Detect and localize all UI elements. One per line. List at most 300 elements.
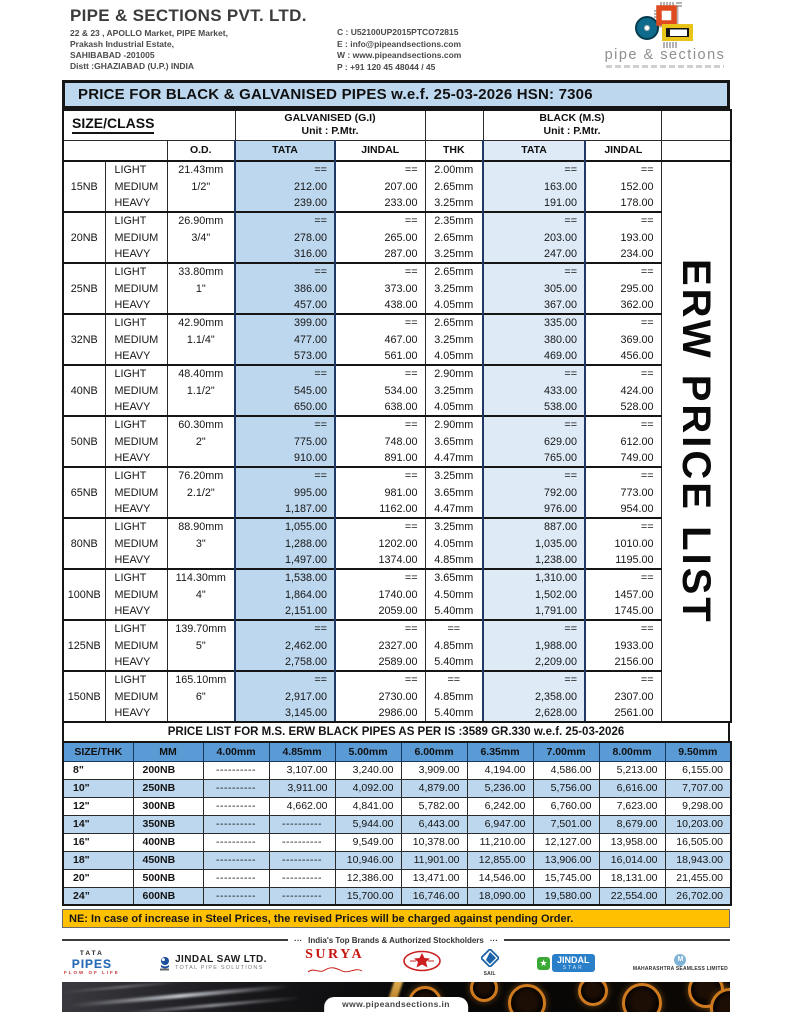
empty-header-cell (63, 140, 167, 161)
gi-tata-price: 910.00 (235, 450, 335, 467)
ms-column-header: 6.00mm (401, 742, 467, 761)
ms-jindal-price: == (585, 620, 661, 637)
ms-price-value: 12,386.00 (335, 869, 401, 887)
ms-tata-price: 367.00 (483, 297, 585, 314)
nb-size-label: 100NB (63, 569, 105, 620)
gi-jindal-price: 2986.00 (335, 705, 425, 722)
ms-jindal-price: 612.00 (585, 433, 661, 450)
thickness-value: 3.25mm (425, 195, 483, 212)
gi-jindal-price: 1740.00 (335, 586, 425, 603)
ms-price-value: 6,155.00 (665, 761, 731, 779)
ms-jindal-price: == (585, 671, 661, 688)
contact-block (337, 27, 461, 73)
ms-tata-price: 1,238.00 (483, 552, 585, 569)
dots: ··· (489, 935, 498, 945)
thk-column-header: THK (425, 140, 483, 161)
ms-price-value: 3,911.00 (269, 779, 335, 797)
pipe-end (508, 984, 546, 1012)
od-value: 26.90mm (167, 212, 235, 229)
class-label: HEAVY (105, 195, 167, 212)
gi-jindal-price: 1202.00 (335, 535, 425, 552)
ms-column-header: 9.50mm (665, 742, 731, 761)
gi-tata-price: 1,538.00 (235, 569, 335, 586)
gi-jindal-price: == (335, 161, 425, 178)
od-value: 76.20mm (167, 467, 235, 484)
od-value: 88.90mm (167, 518, 235, 535)
contact-email: E : info@pipeandsections.com (337, 38, 461, 49)
ms-price-value: 11,210.00 (467, 833, 533, 851)
ms-price-value: 7,623.00 (599, 797, 665, 815)
ms-tata-price: 765.00 (483, 450, 585, 467)
ms-no-price-dash: ---------- (203, 815, 269, 833)
ms-price-value: 18,131.00 (599, 869, 665, 887)
ms-price-value: 4,194.00 (467, 761, 533, 779)
od-value: 139.70mm (167, 620, 235, 637)
class-label: MEDIUM (105, 178, 167, 195)
od-value (167, 297, 235, 314)
thickness-value: 3.25mm (425, 331, 483, 348)
ms-tata-price: == (483, 671, 585, 688)
gi-jindal-price: 265.00 (335, 229, 425, 246)
gi-tata-price: 775.00 (235, 433, 335, 450)
ms-price-value: 14,546.00 (467, 869, 533, 887)
class-label: MEDIUM (105, 586, 167, 603)
ms-erw-price-table (62, 741, 732, 906)
black-section-header (483, 110, 661, 140)
msl-circle-icon: M (674, 954, 686, 966)
ms-tata-price: == (483, 161, 585, 178)
gi-jindal-price: == (335, 518, 425, 535)
od-value (167, 195, 235, 212)
thickness-value: 3.65mm (425, 484, 483, 501)
gi-tata-price: 1,864.00 (235, 586, 335, 603)
class-label: LIGHT (105, 416, 167, 433)
ms-jindal-price: == (585, 365, 661, 382)
gi-jindal-price: == (335, 314, 425, 331)
class-label: MEDIUM (105, 484, 167, 501)
ms-nb-value: 600NB (133, 887, 203, 905)
ms-price-value: 6,443.00 (401, 815, 467, 833)
ms-tata-price: 1,035.00 (483, 535, 585, 552)
thickness-value: 4.85mm (425, 637, 483, 654)
address-line: SAHIBABAD -201005 (70, 50, 155, 60)
gi-tata-price: 2,917.00 (235, 688, 335, 705)
tata-ms-column-header: TATA (483, 140, 585, 161)
size-class-header: SIZE/CLASS (63, 110, 235, 140)
thickness-value: 4.47mm (425, 450, 483, 467)
od-value: 1.1/2" (167, 382, 235, 399)
class-label: HEAVY (105, 348, 167, 365)
gi-jindal-price: == (335, 467, 425, 484)
ms-nb-value: 300NB (133, 797, 203, 815)
od-value: 3" (167, 535, 235, 552)
logo-tagline-smudge (606, 65, 724, 68)
jindal-saw-icon (158, 956, 171, 971)
ms-tata-price: == (483, 212, 585, 229)
ms-tata-price: 1,791.00 (483, 603, 585, 620)
od-value: 1.1/4" (167, 331, 235, 348)
gi-tata-price: == (235, 671, 335, 688)
note-prefix: NE: (69, 912, 88, 925)
ms-jindal-price: 1010.00 (585, 535, 661, 552)
ms-jindal-price: 178.00 (585, 195, 661, 212)
ms-column-header: 7.00mm (533, 742, 599, 761)
gi-jindal-price: 981.00 (335, 484, 425, 501)
gi-tata-price: 316.00 (235, 246, 335, 263)
ms-tata-price: 2,358.00 (483, 688, 585, 705)
ms-tata-price: 2,209.00 (483, 654, 585, 671)
jindal-oval-icon (402, 950, 442, 972)
ms-no-price-dash: ---------- (203, 887, 269, 905)
gi-ms-price-table (62, 109, 732, 723)
logo-wordmark: pipe & sections (604, 47, 726, 63)
class-label: HEAVY (105, 552, 167, 569)
ms-price-value: 16,014.00 (599, 851, 665, 869)
ms-jindal-price: == (585, 212, 661, 229)
ms-jindal-price: 456.00 (585, 348, 661, 365)
ms-price-value: 3,909.00 (401, 761, 467, 779)
gi-jindal-price: 748.00 (335, 433, 425, 450)
ms-jindal-price: 749.00 (585, 450, 661, 467)
gi-jindal-price: == (335, 365, 425, 382)
brands-strip-header (62, 934, 730, 946)
od-value: 6" (167, 688, 235, 705)
ms-tata-price: 629.00 (483, 433, 585, 450)
ms-tata-price: 305.00 (483, 280, 585, 297)
ms-jindal-price: 193.00 (585, 229, 661, 246)
company-address (70, 28, 307, 72)
ms-price-value: 12,855.00 (467, 851, 533, 869)
address-line: 22 & 23 , APOLLO Market, PIPE Market, (70, 28, 228, 38)
thickness-value: == (425, 671, 483, 688)
ms-jindal-price: 2156.00 (585, 654, 661, 671)
od-column-header: O.D. (167, 140, 235, 161)
gi-jindal-price: 891.00 (335, 450, 425, 467)
ms-size-value: 16" (63, 833, 133, 851)
class-label: MEDIUM (105, 535, 167, 552)
thickness-value: 2.90mm (425, 365, 483, 382)
ms-no-price-dash: ---------- (203, 761, 269, 779)
class-label: MEDIUM (105, 637, 167, 654)
ms-price-value: 13,471.00 (401, 869, 467, 887)
class-label: HEAVY (105, 399, 167, 416)
od-value: 3/4" (167, 229, 235, 246)
ms-price-value: 6,760.00 (533, 797, 599, 815)
nb-size-label: 32NB (63, 314, 105, 365)
thickness-value: 2.65mm (425, 178, 483, 195)
od-value: 42.90mm (167, 314, 235, 331)
thickness-value: 2.65mm (425, 229, 483, 246)
ms-price-value: 26,702.00 (665, 887, 731, 905)
ms-tata-price: == (483, 416, 585, 433)
gi-jindal-price: 561.00 (335, 348, 425, 365)
od-value: 2" (167, 433, 235, 450)
thickness-value: == (425, 620, 483, 637)
class-label: MEDIUM (105, 229, 167, 246)
ms-jindal-price: 295.00 (585, 280, 661, 297)
thickness-value: 4.05mm (425, 348, 483, 365)
ms-tata-price: 1,502.00 (483, 586, 585, 603)
gi-jindal-price: 467.00 (335, 331, 425, 348)
thickness-value: 5.40mm (425, 654, 483, 671)
thickness-value: 3.25mm (425, 280, 483, 297)
ms-tata-price: 380.00 (483, 331, 585, 348)
gi-jindal-price: 287.00 (335, 246, 425, 263)
empty-header-cell (661, 140, 731, 161)
ms-tata-price: 976.00 (483, 501, 585, 518)
ms-no-price-dash: ---------- (203, 779, 269, 797)
ms-column-header: 4.85mm (269, 742, 335, 761)
pipe-end (470, 982, 498, 1002)
ms-no-price-dash: ---------- (269, 869, 335, 887)
jindal-ms-column-header: JINDAL (585, 140, 661, 161)
ms-nb-value: 350NB (133, 815, 203, 833)
ms-no-price-dash: ---------- (203, 797, 269, 815)
nb-size-label: 125NB (63, 620, 105, 671)
ms-no-price-dash: ---------- (203, 851, 269, 869)
nb-size-label: 80NB (63, 518, 105, 569)
ms-nb-value: 450NB (133, 851, 203, 869)
gi-tata-price: == (235, 263, 335, 280)
thickness-value: 4.05mm (425, 399, 483, 416)
ms-nb-value: 200NB (133, 761, 203, 779)
od-value (167, 552, 235, 569)
ms-price-value: 18,943.00 (665, 851, 731, 869)
thickness-value: 2.90mm (425, 416, 483, 433)
contact-cin: C : U52100UP2015PTCO72815 (337, 27, 459, 37)
jindal-saw-logo: JINDAL SAW LTD. TOTAL PIPE SOLUTIONS (158, 955, 267, 972)
class-label: MEDIUM (105, 433, 167, 450)
od-value: 33.80mm (167, 263, 235, 280)
gi-jindal-price: == (335, 263, 425, 280)
brands-strip-title: India's Top Brands & Authorized Stockholders (308, 935, 484, 945)
ms-jindal-price: 1933.00 (585, 637, 661, 654)
class-label: MEDIUM (105, 688, 167, 705)
ms-column-header: MM (133, 742, 203, 761)
od-value: 21.43mm (167, 161, 235, 178)
ms-jindal-price: 369.00 (585, 331, 661, 348)
tata-pipes-logo: TATA PIPES FLOW OF LIFE (64, 950, 120, 975)
od-value: 5" (167, 637, 235, 654)
od-value: 60.30mm (167, 416, 235, 433)
gi-jindal-price: 373.00 (335, 280, 425, 297)
ms-price-value: 5,782.00 (401, 797, 467, 815)
gi-tata-price: 278.00 (235, 229, 335, 246)
gi-tata-price: 1,187.00 (235, 501, 335, 518)
gi-jindal-price: 2730.00 (335, 688, 425, 705)
ms-size-value: 10" (63, 779, 133, 797)
ms-nb-value: 250NB (133, 779, 203, 797)
class-label: HEAVY (105, 297, 167, 314)
divider-line (504, 939, 730, 941)
class-label: LIGHT (105, 161, 167, 178)
gi-jindal-price: 207.00 (335, 178, 425, 195)
ms-no-price-dash: ---------- (203, 869, 269, 887)
gi-tata-price: 995.00 (235, 484, 335, 501)
gi-jindal-price: 1374.00 (335, 552, 425, 569)
od-value (167, 450, 235, 467)
ms-price-value: 21,455.00 (665, 869, 731, 887)
ms-tata-price: == (483, 467, 585, 484)
od-value: 1" (167, 280, 235, 297)
gi-tata-price: == (235, 416, 335, 433)
gi-tata-price: == (235, 467, 335, 484)
ms-price-value: 19,580.00 (533, 887, 599, 905)
pipes-photo-banner (62, 982, 730, 1012)
ms-price-value: 16,746.00 (401, 887, 467, 905)
thickness-value: 4.05mm (425, 297, 483, 314)
ms-tata-price: 433.00 (483, 382, 585, 399)
thickness-value: 3.25mm (425, 518, 483, 535)
ms-tata-price: == (483, 263, 585, 280)
ms-column-header: 4.00mm (203, 742, 269, 761)
ms-price-value: 6,947.00 (467, 815, 533, 833)
gi-tata-price: 2,758.00 (235, 654, 335, 671)
unit-label: Unit : P.Mtr. (543, 125, 601, 138)
gi-jindal-price: 534.00 (335, 382, 425, 399)
jindal-gi-column-header: JINDAL (335, 140, 425, 161)
thickness-value: 4.05mm (425, 535, 483, 552)
gi-tata-price: 457.00 (235, 297, 335, 314)
unit-label: Unit : P.Mtr. (301, 125, 359, 138)
gi-jindal-price: == (335, 620, 425, 637)
gi-tata-price: 2,151.00 (235, 603, 335, 620)
od-value: 48.40mm (167, 365, 235, 382)
ms-price-value: 9,549.00 (335, 833, 401, 851)
ms-jindal-price: 2307.00 (585, 688, 661, 705)
class-label: LIGHT (105, 467, 167, 484)
ms-price-value: 12,127.00 (533, 833, 599, 851)
ms-price-value: 11,901.00 (401, 851, 467, 869)
od-value (167, 654, 235, 671)
thickness-value: 3.25mm (425, 467, 483, 484)
ms-size-value: 12" (63, 797, 133, 815)
ms-jindal-price: 424.00 (585, 382, 661, 399)
nb-size-label: 150NB (63, 671, 105, 722)
address-line: Prakash Industrial Estate, (70, 39, 174, 49)
ms-tata-price: 1,310.00 (483, 569, 585, 586)
pipe-sections-logo-icon (634, 2, 696, 48)
ms-price-value: 3,107.00 (269, 761, 335, 779)
od-value (167, 348, 235, 365)
ms-column-header: 8.00mm (599, 742, 665, 761)
surya-script-tagline (306, 967, 364, 974)
ms-no-price-dash: ---------- (269, 851, 335, 869)
class-label: HEAVY (105, 246, 167, 263)
class-label: LIGHT (105, 365, 167, 382)
ms-price-value: 4,586.00 (533, 761, 599, 779)
ms-tata-price: 335.00 (483, 314, 585, 331)
thickness-value: 4.85mm (425, 688, 483, 705)
od-value: 4" (167, 586, 235, 603)
thickness-value: 2.65mm (425, 314, 483, 331)
gi-jindal-price: 2589.00 (335, 654, 425, 671)
ms-size-value: 18" (63, 851, 133, 869)
gi-tata-price: 1,288.00 (235, 535, 335, 552)
class-label: HEAVY (105, 450, 167, 467)
ms-jindal-price: 1457.00 (585, 586, 661, 603)
ms-price-value: 10,378.00 (401, 833, 467, 851)
contact-website: W : www.pipeandsections.com (337, 50, 462, 60)
ms-price-value: 13,958.00 (599, 833, 665, 851)
ms-tata-price: 203.00 (483, 229, 585, 246)
gi-tata-price: 545.00 (235, 382, 335, 399)
od-value (167, 399, 235, 416)
ms-jindal-price: == (585, 416, 661, 433)
nb-size-label: 25NB (63, 263, 105, 314)
gi-tata-price: 477.00 (235, 331, 335, 348)
sail-diamond-icon (481, 949, 499, 967)
ms-price-value: 4,662.00 (269, 797, 335, 815)
ms-nb-value: 500NB (133, 869, 203, 887)
nb-size-label: 15NB (63, 161, 105, 212)
ms-table-body (63, 761, 731, 905)
ms-erw-table-title: PRICE LIST FOR M.S. ERW BLACK PIPES AS PER IS :3589 GR.330 w.e.f. 25-03-2026 (62, 721, 730, 743)
ms-price-value: 15,700.00 (335, 887, 401, 905)
thk-header-spacer (425, 110, 483, 140)
ms-no-price-dash: ---------- (269, 887, 335, 905)
ms-price-value: 15,745.00 (533, 869, 599, 887)
ms-size-value: 20" (63, 869, 133, 887)
ms-price-value: 8,679.00 (599, 815, 665, 833)
erw-price-list-text: ERW PRICE LIST (673, 258, 718, 625)
ms-price-value: 9,298.00 (665, 797, 731, 815)
thickness-value: 3.25mm (425, 246, 483, 263)
price-list-title: PRICE FOR BLACK & GALVANISED PIPES w.e.f. 25-03-2026 HSN: 7306 (62, 80, 730, 109)
ms-tata-price: 1,988.00 (483, 637, 585, 654)
ms-tata-price: 247.00 (483, 246, 585, 263)
maharashtra-seamless-logo: M MAHARASHTRA SEAMLESS LIMITED (632, 956, 728, 972)
thickness-value: 4.47mm (425, 501, 483, 518)
gi-jindal-price: == (335, 212, 425, 229)
od-value (167, 603, 235, 620)
ms-price-value: 7,501.00 (533, 815, 599, 833)
gi-jindal-price: 438.00 (335, 297, 425, 314)
gi-tata-price: == (235, 212, 335, 229)
class-label: HEAVY (105, 603, 167, 620)
thickness-value: 2.35mm (425, 212, 483, 229)
thickness-value: 5.40mm (425, 603, 483, 620)
galvanised-section-header (235, 110, 425, 140)
ms-price-value: 5,236.00 (467, 779, 533, 797)
ms-price-value: 5,756.00 (533, 779, 599, 797)
ms-jindal-price: 152.00 (585, 178, 661, 195)
gi-tata-price: 399.00 (235, 314, 335, 331)
od-value (167, 705, 235, 722)
class-label: LIGHT (105, 212, 167, 229)
od-value: 114.30mm (167, 569, 235, 586)
class-label: LIGHT (105, 569, 167, 586)
class-label: HEAVY (105, 654, 167, 671)
class-label: LIGHT (105, 671, 167, 688)
ms-price-value: 6,242.00 (467, 797, 533, 815)
jindal-star-logo: ★ JINDAL STAR (537, 954, 595, 972)
ms-jindal-price: 1195.00 (585, 552, 661, 569)
ms-tata-price: == (483, 620, 585, 637)
ms-jindal-price: == (585, 161, 661, 178)
ms-price-value: 22,554.00 (599, 887, 665, 905)
gi-jindal-price: 2327.00 (335, 637, 425, 654)
ms-tata-price: 538.00 (483, 399, 585, 416)
od-value: 165.10mm (167, 671, 235, 688)
ms-column-header: 6.35mm (467, 742, 533, 761)
ms-price-value: 7,707.00 (665, 779, 731, 797)
gi-tata-price: 386.00 (235, 280, 335, 297)
gi-tata-price: 212.00 (235, 178, 335, 195)
gi-tata-price: 573.00 (235, 348, 335, 365)
ms-price-value: 13,906.00 (533, 851, 599, 869)
pipe-end (578, 982, 608, 1006)
